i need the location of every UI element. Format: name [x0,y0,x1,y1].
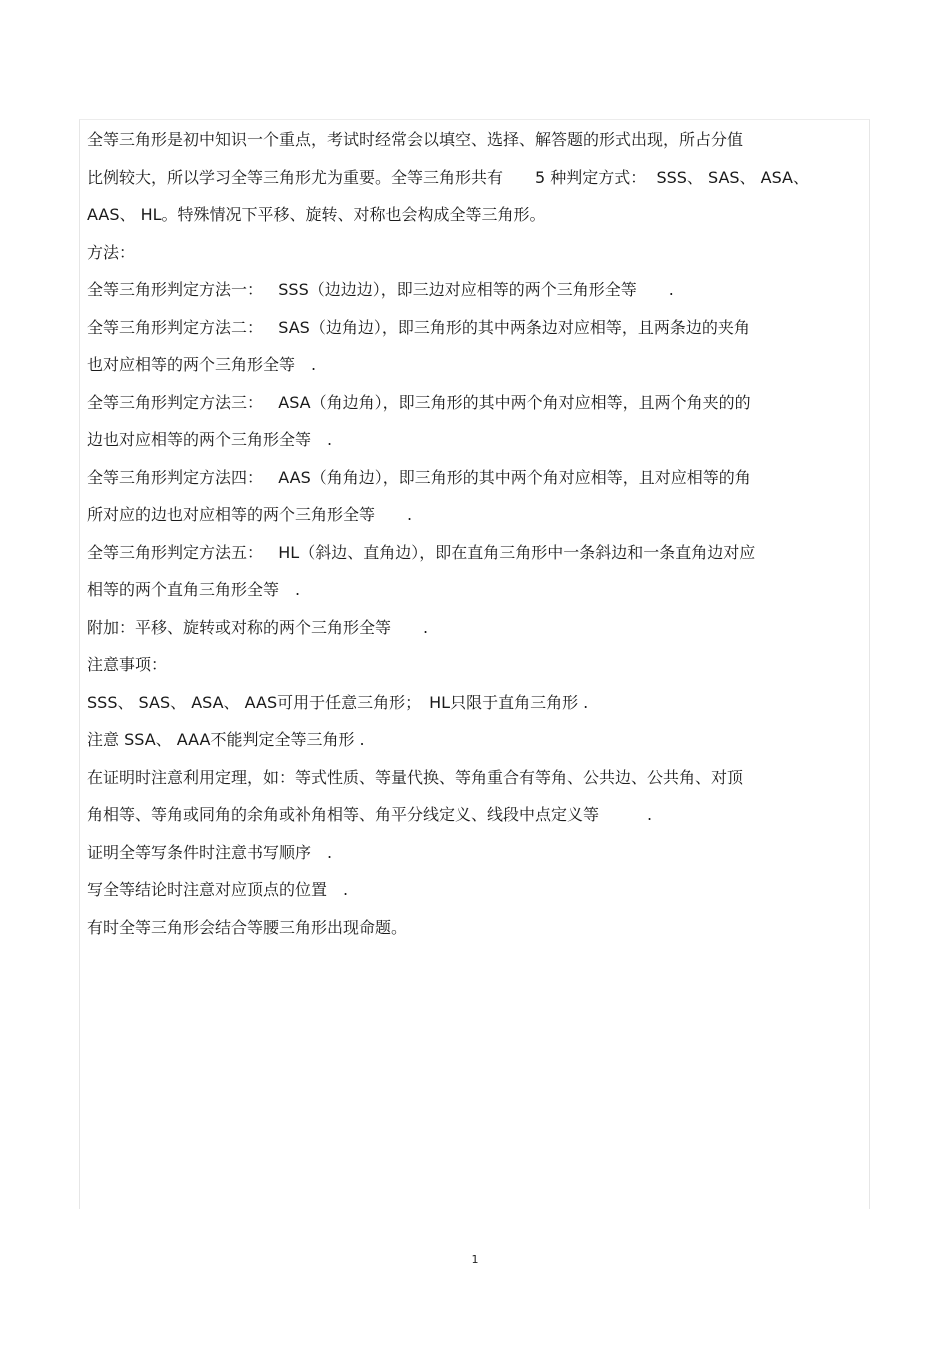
text-line: 全等三角形判定方法一： SSS（边边边），即三边对应相等的两个三角形全等 . [87,280,674,299]
text-line: 边也对应相等的两个三角形全等 . [87,430,333,449]
text-line: 证明全等写条件时注意书写顺序 . [87,842,333,862]
text-line: 全等三角形判定方法五： HL（斜边、直角边），即在直角三角形中一条斜边和一条直角边对应 [87,542,756,562]
text-line: AAS、 HL。特殊情况下平移、旋转、对称也会构成全等三角形。 [87,205,546,224]
text-line: 写全等结论时注意对应顶点的位置 . [87,880,349,899]
text-line: 相等的两个直角三角形全等 . [87,580,301,599]
text-line: 也对应相等的两个三角形全等 . [87,355,317,374]
section-heading: 注意事项： [87,655,168,674]
text-line: 注意 SSA、 AAA不能判定全等三角形 . [87,730,365,749]
page-number: 1 [471,1253,479,1266]
text-line: 有时全等三角形会结合等腰三角形出现命题。 [87,917,408,937]
section-heading: 方法： [87,242,136,262]
text-line: 全等三角形是初中知识一个重点，考试时经常会以填空、选择、解答题的形式出现，所占分值 [87,130,744,149]
text-line: 全等三角形判定方法二： SAS（边角边），即三角形的其中两条边对应相等，且两条边的夹角 [87,317,750,337]
document-body [87,121,847,946]
text-line: 全等三角形判定方法四： AAS（角角边），即三角形的其中两个角对应相等，且对应相等的角 [87,467,751,487]
text-line: 角相等、等角或同角的余角或补角相等、角平分线定义、线段中点定义等 . [87,805,653,824]
text-line: 附加：平移、旋转或对称的两个三角形全等 . [87,617,429,637]
text-line: SSS、 SAS、 ASA、 AAS可用于任意三角形； HL只限于直角三角形 . [87,692,589,712]
text-line: 比例较大，所以学习全等三角形尤为重要。全等三角形共有 5 种判定方式： SSS、 SAS、 ASA、 [87,167,809,187]
text-line: 在证明时注意利用定理，如：等式性质、等量代换、等角重合有等角、公共边、公共角、对顶 [87,767,744,787]
text-line: 所对应的边也对应相等的两个三角形全等 . [87,505,413,524]
text-line: 全等三角形判定方法三： ASA（角边角），即三角形的其中两个角对应相等，且两个角夹的的 [87,392,751,412]
